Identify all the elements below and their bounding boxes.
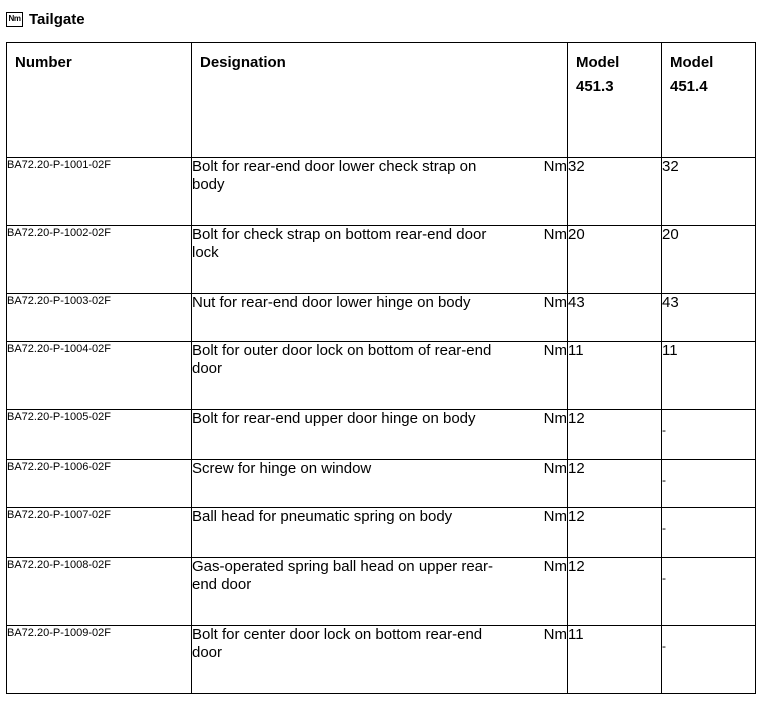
- row-designation-cell: [192, 460, 568, 508]
- column-header-number: Number: [7, 43, 192, 158]
- column-header-designation: Designation: [192, 43, 568, 158]
- row-designation-cell: [192, 158, 568, 226]
- row-value-model-451-3: 11: [568, 626, 662, 694]
- table-row: [7, 410, 756, 460]
- row-designation: Screw for hinge on window: [192, 460, 372, 477]
- row-number: BA72.20-P-1004-02F: [7, 342, 192, 410]
- column-header-model-451-3: [568, 43, 662, 158]
- row-unit: Nm: [543, 626, 567, 643]
- row-unit: Nm: [543, 460, 567, 477]
- row-designation: Bolt for outer door lock on bottom of rear-end door: [192, 342, 492, 377]
- row-value-model-451-3: 20: [568, 226, 662, 294]
- column-header-model-label: Model: [576, 54, 620, 71]
- row-designation: Bolt for check strap on bottom rear-end door lock: [192, 226, 487, 261]
- table-row: [7, 226, 756, 294]
- row-value-model-451-3: 43: [568, 294, 662, 342]
- row-value-model-451-3: 12: [568, 508, 662, 558]
- row-value-model-451-3: 11: [568, 342, 662, 410]
- row-number: BA72.20-P-1009-02F: [7, 626, 192, 694]
- row-number: BA72.20-P-1005-02F: [7, 410, 192, 460]
- row-designation-cell: [192, 342, 568, 410]
- row-designation: Bolt for center door lock on bottom rear-end door: [192, 626, 483, 661]
- row-value-model-451-4: -: [662, 460, 756, 508]
- row-value-model-451-4: 32: [662, 158, 756, 226]
- row-designation: Bolt for rear-end door lower check strap on body: [192, 158, 477, 193]
- row-designation: Bolt for rear-end upper door hinge on body: [192, 410, 476, 427]
- row-value-model-451-3: 32: [568, 158, 662, 226]
- row-number: BA72.20-P-1006-02F: [7, 460, 192, 508]
- page-title: Tailgate: [29, 10, 85, 28]
- table-row: [7, 158, 756, 226]
- torque-nm-icon: Nm: [6, 12, 23, 27]
- row-unit: Nm: [543, 508, 567, 525]
- row-designation: Gas-operated spring ball head on upper rear-end door: [192, 558, 494, 593]
- row-number: BA72.20-P-1008-02F: [7, 558, 192, 626]
- row-unit: Nm: [543, 158, 567, 175]
- row-designation-cell: [192, 558, 568, 626]
- row-unit: Nm: [543, 558, 567, 575]
- table-row: [7, 558, 756, 626]
- table-row: [7, 626, 756, 694]
- column-header-model-451-4: [662, 43, 756, 158]
- row-designation: Ball head for pneumatic spring on body: [192, 508, 453, 525]
- row-designation-cell: [192, 226, 568, 294]
- table-row: [7, 342, 756, 410]
- row-designation-cell: [192, 410, 568, 460]
- row-value-model-451-4: -: [662, 558, 756, 626]
- row-unit: Nm: [543, 342, 567, 359]
- row-designation-cell: [192, 626, 568, 694]
- table-row: [7, 508, 756, 558]
- row-value-model-451-4: -: [662, 508, 756, 558]
- table-row: [7, 460, 756, 508]
- row-value-model-451-4: 20: [662, 226, 756, 294]
- title-row: [6, 8, 85, 30]
- row-value-model-451-4: -: [662, 410, 756, 460]
- column-header-model-label: Model: [670, 54, 714, 71]
- row-unit: Nm: [543, 226, 567, 243]
- column-header-model-code: 451.4: [670, 78, 708, 95]
- row-unit: Nm: [543, 410, 567, 427]
- column-header-model-code: 451.3: [576, 78, 614, 95]
- row-number: BA72.20-P-1002-02F: [7, 226, 192, 294]
- torque-spec-table: [6, 42, 756, 694]
- row-designation-cell: [192, 508, 568, 558]
- row-designation-cell: [192, 294, 568, 342]
- row-unit: Nm: [543, 294, 567, 311]
- table-header-row: [7, 43, 756, 158]
- row-value-model-451-4: -: [662, 626, 756, 694]
- row-number: BA72.20-P-1003-02F: [7, 294, 192, 342]
- row-value-model-451-4: 43: [662, 294, 756, 342]
- row-value-model-451-4: 11: [662, 342, 756, 410]
- row-designation: Nut for rear-end door lower hinge on body: [192, 294, 471, 311]
- table-row: [7, 294, 756, 342]
- row-value-model-451-3: 12: [568, 410, 662, 460]
- row-number: BA72.20-P-1007-02F: [7, 508, 192, 558]
- row-value-model-451-3: 12: [568, 558, 662, 626]
- row-value-model-451-3: 12: [568, 460, 662, 508]
- row-number: BA72.20-P-1001-02F: [7, 158, 192, 226]
